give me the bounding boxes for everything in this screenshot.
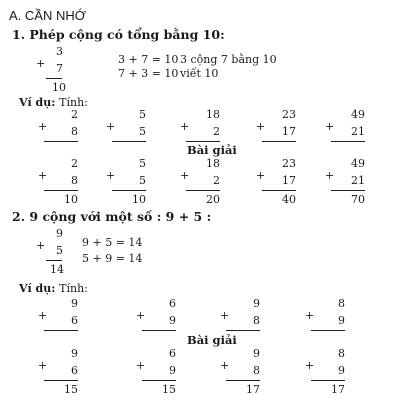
addend-2: 6 xyxy=(71,364,78,377)
plus-sign: + xyxy=(136,359,146,372)
plus-sign: + xyxy=(106,169,116,182)
problem-column xyxy=(38,108,78,158)
addend-1: 5 xyxy=(139,108,146,121)
plus-sign: + xyxy=(325,169,335,182)
problem-column xyxy=(136,297,176,347)
sum-line xyxy=(226,380,260,381)
section1-note-2: viết 10 xyxy=(180,67,219,80)
plus-sign: + xyxy=(136,309,146,322)
addend-1: 18 xyxy=(206,108,220,121)
addend-2: 17 xyxy=(282,125,296,138)
plus-sign: + xyxy=(180,120,190,133)
page-heading: A. CẦN NHỚ xyxy=(9,8,86,23)
section1-note-1: 3 cộng 7 bằng 10 xyxy=(180,53,277,66)
sum-line xyxy=(142,380,176,381)
plus-sign: + xyxy=(220,359,230,372)
sum-result: 17 xyxy=(246,383,260,396)
sum-line xyxy=(226,330,260,331)
addend-2: 8 xyxy=(253,364,260,377)
sum-line xyxy=(46,260,62,261)
solution-column xyxy=(305,347,345,397)
section1-title: 1. Phép cộng có tổng bằng 10: xyxy=(12,27,225,42)
addend-2: 2 xyxy=(213,174,220,187)
example-word: Tính: xyxy=(59,96,88,109)
plus-sign: + xyxy=(220,309,230,322)
addend-1: 9 xyxy=(253,347,260,360)
addend-1: 5 xyxy=(139,157,146,170)
plus-sign: + xyxy=(106,120,116,133)
solution-column xyxy=(106,157,146,207)
addend-2: 17 xyxy=(282,174,296,187)
section1-equation-2: 7 + 3 = 10 xyxy=(118,67,179,80)
addend-1: 23 xyxy=(282,108,296,121)
addend-2: 5 xyxy=(139,174,146,187)
addend-1: 49 xyxy=(351,157,365,170)
addend-2: 8 xyxy=(71,174,78,187)
addend-2: 2 xyxy=(213,125,220,138)
addend-1: 9 xyxy=(71,297,78,310)
plus-sign: + xyxy=(38,309,48,322)
addend-1: 8 xyxy=(338,347,345,360)
addend-2: 21 xyxy=(351,125,365,138)
problem-column xyxy=(305,297,345,347)
addend-1: 23 xyxy=(282,157,296,170)
plus-sign: + xyxy=(180,169,190,182)
plus-sign: + xyxy=(38,120,48,133)
sum-result: 10 xyxy=(52,81,66,94)
sum-result: 17 xyxy=(331,383,345,396)
addend-2: 8 xyxy=(71,125,78,138)
sum-result: 10 xyxy=(64,193,78,206)
addend-1: 49 xyxy=(351,108,365,121)
section2-equation-2: 5 + 9 = 14 xyxy=(82,252,143,265)
problem-column xyxy=(38,297,78,347)
sum-line xyxy=(142,330,176,331)
problem-column xyxy=(106,108,146,158)
sum-line xyxy=(311,330,345,331)
addend-1: 9 xyxy=(71,347,78,360)
addend-1: 6 xyxy=(169,347,176,360)
solution-column xyxy=(38,347,78,397)
sum-line xyxy=(331,190,365,191)
plus-sign: + xyxy=(36,239,46,252)
sum-line xyxy=(112,190,146,191)
problem-column xyxy=(325,108,365,158)
solution-column xyxy=(136,347,176,397)
section2-title: 2. 9 cộng với một số : 9 + 5 : xyxy=(12,209,212,224)
solution-column xyxy=(256,157,296,207)
solution-column xyxy=(180,157,220,207)
section1-equation-1: 3 + 7 = 10 xyxy=(118,53,179,66)
sum-result: 20 xyxy=(206,193,220,206)
addend-1: 18 xyxy=(206,157,220,170)
addend-1: 8 xyxy=(338,297,345,310)
addend-2: 5 xyxy=(139,125,146,138)
addend-1: 6 xyxy=(169,297,176,310)
addend-2: 9 xyxy=(338,314,345,327)
section2-example-label xyxy=(19,282,88,295)
plus-sign: + xyxy=(305,309,315,322)
sum-line xyxy=(44,330,78,331)
addend-1: 9 xyxy=(253,297,260,310)
section2-demo-column xyxy=(36,227,66,277)
plus-sign: + xyxy=(325,120,335,133)
section2-solution-title: Bài giải xyxy=(187,333,237,347)
sum-result: 70 xyxy=(351,193,365,206)
plus-sign: + xyxy=(305,359,315,372)
solution-column xyxy=(220,347,260,397)
plus-sign: + xyxy=(256,169,266,182)
solution-column xyxy=(325,157,365,207)
sum-result: 15 xyxy=(64,383,78,396)
plus-sign: + xyxy=(36,57,46,70)
plus-sign: + xyxy=(256,120,266,133)
addend-2: 9 xyxy=(169,364,176,377)
problem-column xyxy=(256,108,296,158)
sum-line xyxy=(46,78,62,79)
sum-line xyxy=(262,190,296,191)
addend-2: 5 xyxy=(56,244,63,257)
example-label: Ví dụ: xyxy=(19,96,56,109)
sum-line xyxy=(44,190,78,191)
sum-line xyxy=(186,190,220,191)
sum-result: 40 xyxy=(282,193,296,206)
plus-sign: + xyxy=(38,359,48,372)
sum-result: 14 xyxy=(50,263,64,276)
addend-2: 9 xyxy=(169,314,176,327)
addend-1: 3 xyxy=(56,45,63,58)
addend-2: 21 xyxy=(351,174,365,187)
sum-line xyxy=(112,141,146,142)
addend-2: 6 xyxy=(71,314,78,327)
sum-result: 10 xyxy=(132,193,146,206)
example-label: Ví dụ: xyxy=(19,282,56,295)
sum-line xyxy=(44,380,78,381)
addend-1: 2 xyxy=(71,157,78,170)
section2-equation-1: 9 + 5 = 14 xyxy=(82,236,143,249)
solution-column xyxy=(38,157,78,207)
sum-result: 15 xyxy=(162,383,176,396)
sum-line xyxy=(331,141,365,142)
sum-line xyxy=(44,141,78,142)
addend-1: 9 xyxy=(56,227,63,240)
plus-sign: + xyxy=(38,169,48,182)
example-word: Tính: xyxy=(59,282,88,295)
addend-1: 2 xyxy=(71,108,78,121)
section1-solution-title: Bài giải xyxy=(187,143,237,157)
addend-2: 9 xyxy=(338,364,345,377)
sum-line xyxy=(311,380,345,381)
sum-line xyxy=(186,141,220,142)
addend-2: 8 xyxy=(253,314,260,327)
addend-2: 7 xyxy=(56,62,63,75)
sum-line xyxy=(262,141,296,142)
section1-demo-column xyxy=(36,45,66,95)
